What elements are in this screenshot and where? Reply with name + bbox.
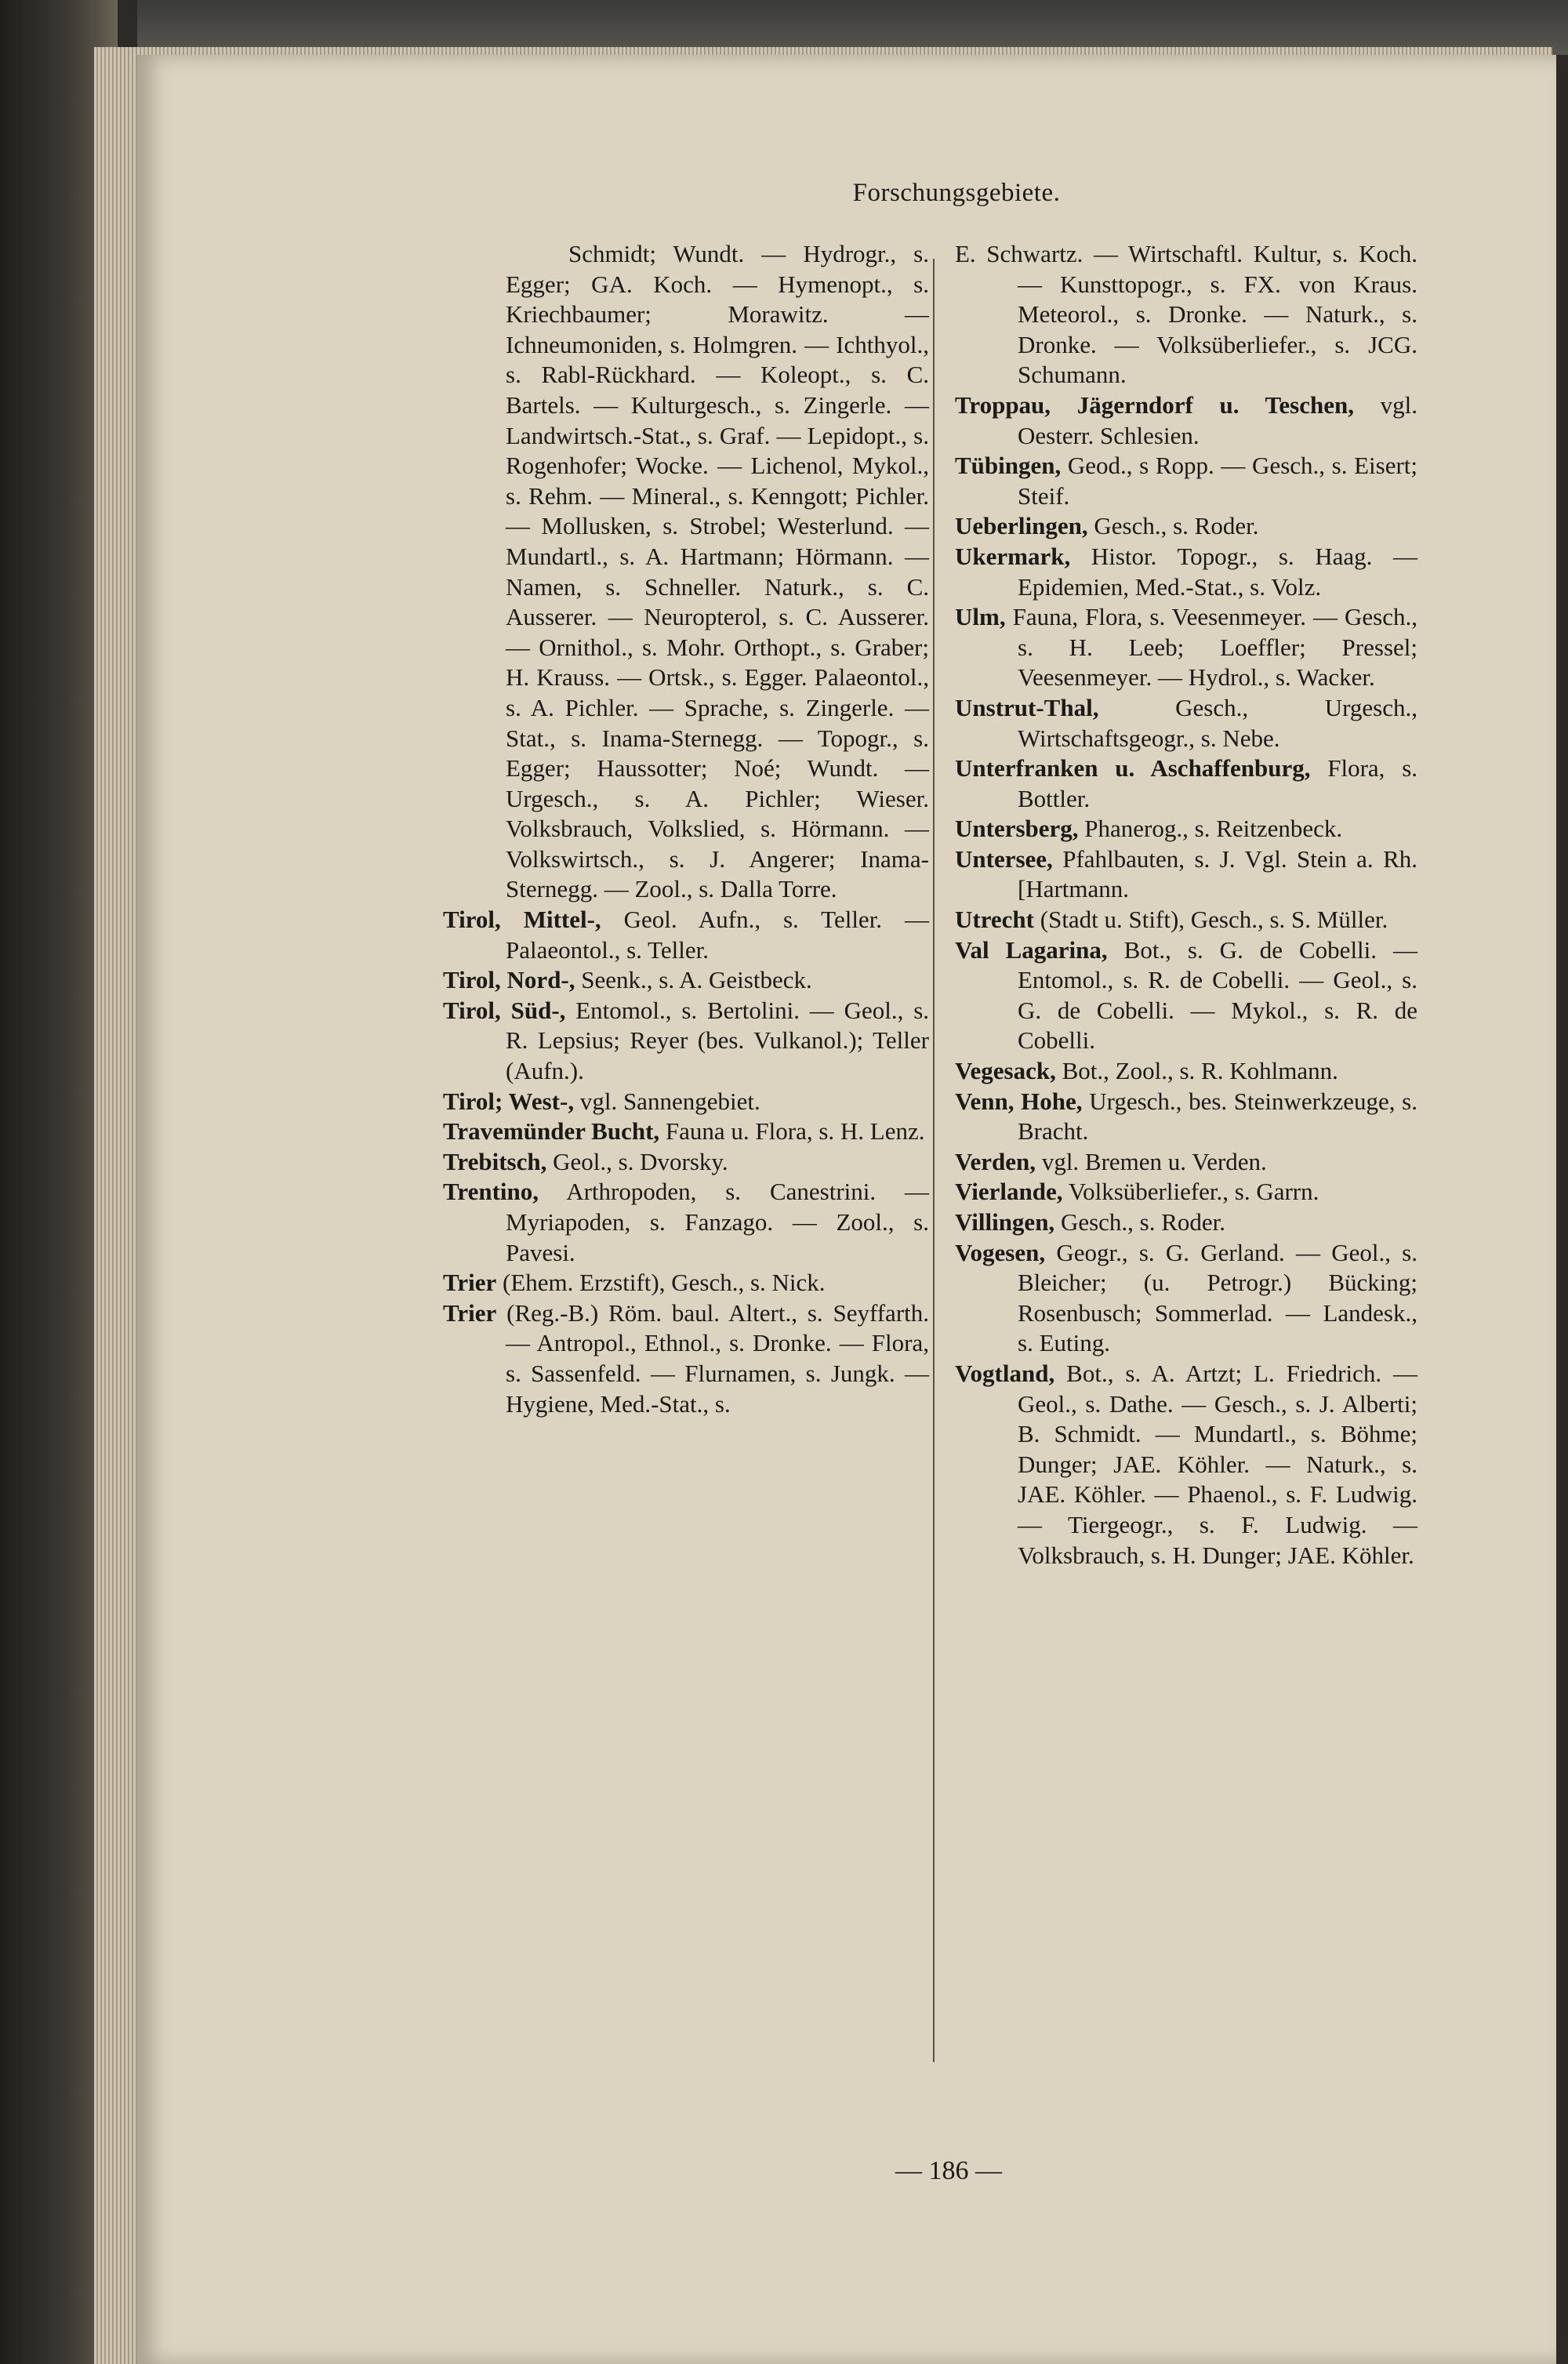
entry-headword: Trentino, <box>443 1178 539 1206</box>
index-entry <box>955 905 1417 935</box>
entry-text: Arthropoden, s. Canestrini. — Myriapoden, s. Fanzago. — Zool., s. Pavesi. <box>506 1178 930 1266</box>
entry-headword: Untersee, <box>955 844 1053 873</box>
index-entry <box>443 1177 929 1268</box>
index-entry <box>443 905 929 965</box>
entry-text: vgl. Bremen u. Verden. <box>1041 1147 1267 1175</box>
column-divider <box>933 259 935 2062</box>
entry-text: (Stadt u. Stift), Gesch., s. S. Müller. <box>1040 906 1388 934</box>
index-entry <box>955 693 1417 754</box>
entry-headword: Tirol, Nord-, <box>443 966 575 994</box>
entry-text: Geol., s. Dvorsky. <box>553 1147 728 1175</box>
index-entry <box>955 390 1417 451</box>
entry-headword: Unterfranken u. Aschaffenburg, <box>955 754 1311 783</box>
entry-text: Fauna, Flora, s. Veesenmeyer. — Gesch., s. H. Leeb; Loeffler; Pressel; Veesenmeyer. — Hydrol., s. Wacker. <box>1012 603 1418 692</box>
index-entry <box>955 844 1417 905</box>
entry-headword: Villingen, <box>955 1208 1055 1236</box>
index-entry <box>955 602 1417 693</box>
index-entry <box>955 1087 1417 1147</box>
entry-headword: Untersberg, <box>955 815 1079 843</box>
index-entry <box>955 1238 1417 1359</box>
index-entry <box>955 239 1417 390</box>
index-entry <box>443 996 929 1087</box>
entry-text: Fauna u. Flora, s. H. Lenz. <box>665 1117 925 1146</box>
entry-text: Flora, s. Bottler. <box>1018 754 1418 812</box>
entry-headword: Ueberlingen, <box>955 512 1088 540</box>
entry-headword: Unstrut-Thal, <box>955 693 1099 721</box>
index-entry <box>443 1147 929 1178</box>
entry-headword: Vogtland, <box>955 1359 1055 1387</box>
left-column <box>443 239 929 1419</box>
entry-text: Urgesch., bes. Steinwerkzeuge, s. Bracht. <box>1018 1087 1417 1146</box>
entry-text: E. Schwartz. — Wirtschaftl. Kultur, s. Koch. — Kunsttopogr., s. FX. von Kraus. Meteorol., s. Dronke. — Naturk., s. Dronke. — Volksüberliefer., s. JCG. Schumann. <box>955 240 1417 389</box>
entry-text: Geod., s Ropp. — Gesch., s. Eisert; Steif. <box>1018 452 1418 510</box>
index-entry <box>443 1117 929 1147</box>
entry-text: vgl. Sannengebiet. <box>579 1087 760 1115</box>
entry-text: Volksüberliefer., s. Garrn. <box>1068 1178 1319 1206</box>
entry-text: Histor. Topogr., s. Haag. — Epidemien, Med.-Stat., s. Volz. <box>1018 542 1417 601</box>
entry-headword: Vogesen, <box>955 1238 1046 1266</box>
entry-headword: Tübingen, <box>955 452 1062 480</box>
entry-text: Bot., s. G. de Cobelli. — Entomol., s. R. de Cobelli. — Geol., s. G. de Cobelli. — Mykol., s. R. de Cobelli. <box>1018 935 1417 1055</box>
index-entry <box>955 814 1417 844</box>
entry-text: Schmidt; Wundt. — Hydrogr., s. Egger; GA. Koch. — Hymenopt., s. Kriechbaumer; Morawitz. — Ichneumoniden, s. Holmgren. — Ichthyol., s. Rabl-Rückhard. — Koleopt., s. C. Bartels. — Kulturgesch., s. Zingerle. — Landwirtsch.-Stat., s. Graf. — Lepidopt., s. Rogenhofer; Wocke. — Lichenol, Mykol., s. Rehm. — Mineral., s. Kenngott; Pichler. — Mollusken, s. Strobel; Westerlund. — Mundartl., s. A. Hartmann; Hörmann. — Namen, s. Schneller. Naturk., s. C. Ausserer. — Neuropterol, s. C. Ausserer. — Ornithol., s. Mohr. Orthopt., s. Graber; H. Krauss. — Ortsk., s. Egger. Palaeontol., s. A. Pichler. — Sprache, s. Zingerle. — Stat., s. Inama-Sternegg. — Topogr., s. Egger; Haussotter; Noé; Wundt. — Urgesch., s. A. Pichler; Wieser. Volksbrauch, Volkslied, s. Hörmann. — Volkswirtsch., s. J. Angerer; Inama-Sternegg. — Zool., s. Dalla Torre. <box>506 240 929 903</box>
entry-text: Geol. Aufn., s. Teller. — Palaeontol., s. Teller. <box>506 906 929 964</box>
entry-headword: Venn, Hohe, <box>955 1087 1083 1115</box>
entry-text: (Ehem. Erzstift), Gesch., s. Nick. <box>503 1269 826 1297</box>
entry-headword: Trier <box>443 1269 497 1297</box>
entry-text: Gesch., Urgesch., Wirtschaftsgeogr., s. Nebe. <box>1018 693 1417 752</box>
index-entry <box>443 1298 929 1419</box>
entry-text: Pfahlbauten, s. J. Vgl. Stein a. Rh. [Hartmann. <box>1018 844 1418 903</box>
entry-text: Geogr., s. G. Gerland. — Geol., s. Bleicher; (u. Petrogr.) Bücking; Rosenbusch; Sommerlad. — Landesk., s. Euting. <box>1018 1238 1417 1357</box>
entry-headword: Ulm, <box>955 603 1006 631</box>
index-entry <box>955 935 1417 1056</box>
index-entry <box>443 965 929 996</box>
entry-headword: Ukermark, <box>955 542 1071 570</box>
entry-headword: Travemünder Bucht, <box>443 1117 660 1146</box>
entry-headword: Trier <box>443 1298 497 1327</box>
entry-headword: Tirol; West-, <box>443 1087 575 1115</box>
entry-headword: Val Lagarina, <box>955 935 1108 964</box>
index-entry <box>955 1177 1417 1207</box>
entry-text: vgl. Oesterr. Schlesien. <box>1018 390 1418 449</box>
entry-text: (Reg.-B.) Röm. baul. Altert., s. Seyffarth. — Antropol., Ethnol., s. Dronke. — Flora, s. Sassenfeld. — Flurnamen, s. Jungk. — Hygiene, Med.-Stat., s. <box>506 1298 930 1418</box>
entry-headword: Troppau, Jägerndorf u. Teschen, <box>955 390 1354 419</box>
index-entry <box>955 1207 1417 1238</box>
page-number: — 186 — <box>895 2156 1002 2185</box>
entry-headword: Utrecht <box>955 906 1034 934</box>
entry-text: Seenk., s. A. Geistbeck. <box>581 966 812 994</box>
right-column <box>955 239 1417 1571</box>
index-entry <box>955 1359 1417 1571</box>
index-entry <box>443 1087 929 1117</box>
index-entry <box>955 754 1417 814</box>
entry-text: Gesch., s. Roder. <box>1094 512 1259 540</box>
entry-headword: Vegesack, <box>955 1057 1056 1085</box>
entry-headword: Vierlande, <box>955 1178 1063 1206</box>
index-entry <box>955 1147 1417 1178</box>
entry-text: Gesch., s. Roder. <box>1060 1208 1226 1236</box>
index-entry <box>955 511 1417 542</box>
entry-text: Bot., Zool., s. R. Kohlmann. <box>1062 1057 1338 1085</box>
index-entry <box>443 239 929 905</box>
index-entry <box>955 1056 1417 1087</box>
index-entry <box>955 542 1417 602</box>
entry-text: Entomol., s. Bertolini. — Geol., s. R. Lepsius; Reyer (bes. Vulkanol.); Teller (Aufn.). <box>506 996 930 1085</box>
index-entry <box>955 451 1417 511</box>
entry-headword: Trebitsch, <box>443 1147 547 1175</box>
entry-text: Bot., s. A. Artzt; L. Friedrich. — Geol., s. Dathe. — Gesch., s. J. Alberti; B. Schmidt. — Mundartl., s. Böhme; Dunger; JAE. Köhler. — Naturk., s. JAE. Köhler. — Phaenol., s. F. Ludwig. — Tiergeogr., s. F. Ludwig. — Volksbrauch, s. H. Dunger; JAE. Köhler. <box>1018 1359 1418 1569</box>
index-entry <box>443 1268 929 1298</box>
entry-headword: Verden, <box>955 1147 1036 1175</box>
entry-text: Phanerog., s. Reitzenbeck. <box>1084 815 1343 843</box>
entry-headword: Tirol, Mittel-, <box>443 906 601 934</box>
entry-headword: Tirol, Süd-, <box>443 996 566 1024</box>
running-head: Forschungsgebiete. <box>852 179 1061 207</box>
